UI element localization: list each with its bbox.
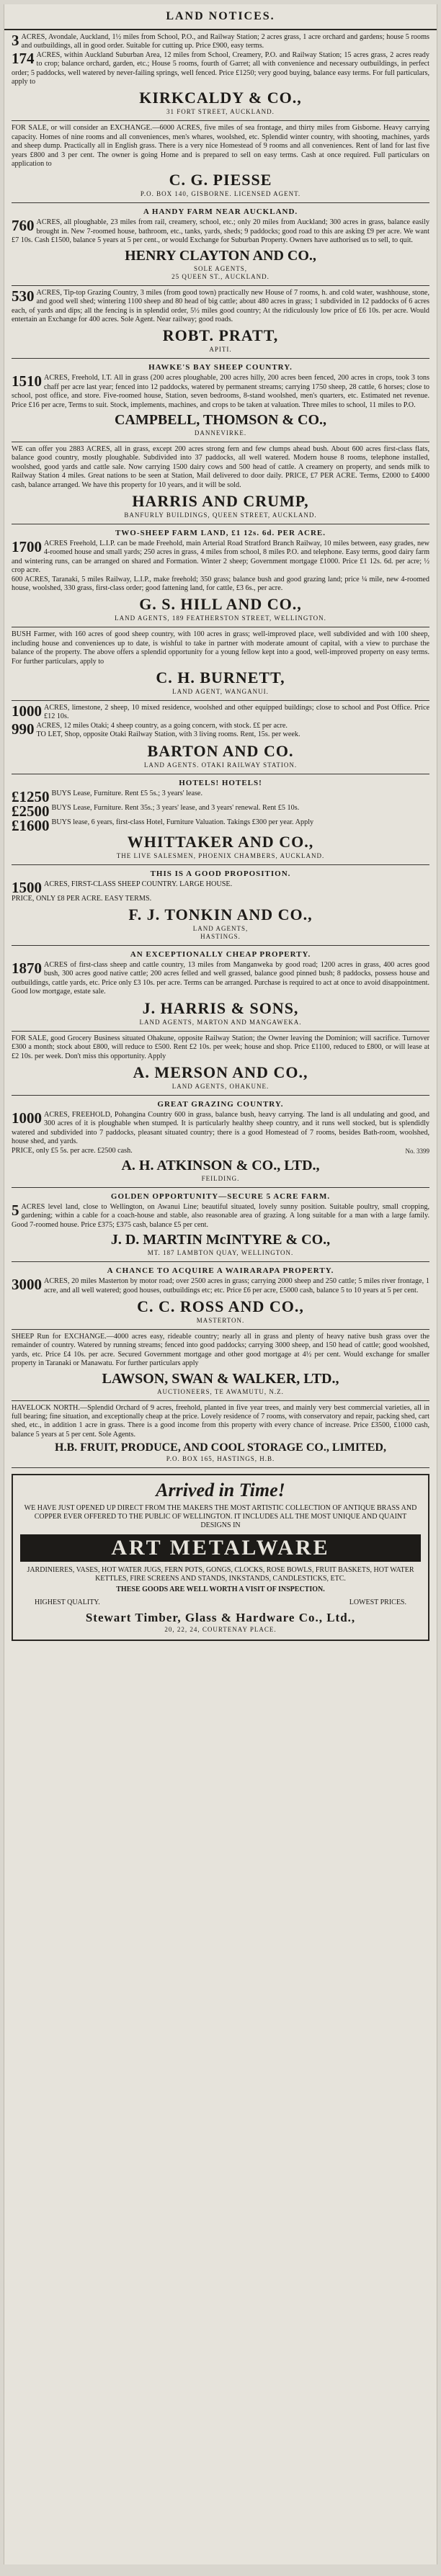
- advertiser-address: LAND AGENTS. OTAKI RAILWAY STATION.: [143, 761, 298, 769]
- ad-body: ACRES, FREEHOLD, Pohangina Country 600 in grass, balance bush, heavy carrying. The land is all undulating and good, and 300 acres of it is ploughable when stumped. It is particularly healthy sheep country, and it runs well stocked, but is splendidly watered and subdivided into 7 paddocks, pleasant situated country; there is a good Homestead of 7 rooms, besides Bath-room, woolshed, house shed, and yards.: [12, 1110, 429, 1146]
- advertiser-name: J. D. MARTIN McINTYRE & CO.,: [110, 1232, 331, 1248]
- ad-barton: [12, 701, 429, 774]
- advertiser-name: C. C. ROSS AND CO.,: [137, 1297, 304, 1315]
- ad-number: 1700: [12, 537, 42, 555]
- ad-body: FOR SALE, or will consider an EXCHANGE.—6000 ACRES, five miles of sea frontage, and thirty miles from Gisborne. Heavy carrying capacity. Homes of nine rooms and all conveniences, men's whares, woolshed, etc. Splendid winter country, with shooting, machines, yards and sheep dump. Practically all in English grass. There is a very nice Homestead of 9 rooms and all conveniences. Rent of land for last five years £800 and 3 per cent. The owner is going Home and is prepared to sell on easy terms. Cash at once required. Full particulars on application to: [12, 124, 429, 169]
- ad-title: GOLDEN OPPORTUNITY—SECURE 5 ACRE FARM.: [110, 1191, 331, 1201]
- ad-text: [12, 787, 429, 805]
- ad-atkinson: [12, 1096, 429, 1188]
- ad-title: HOTELS! HOTELS!: [179, 778, 262, 787]
- ad-text: [12, 961, 429, 997]
- advertiser-address: P.O. BOX 165, HASTINGS, H.B.: [166, 1455, 275, 1463]
- ad-product: ART METALWARE: [20, 1534, 421, 1562]
- ad-title: THIS IS A GOOD PROPOSITION.: [150, 869, 291, 878]
- ad-body: ACRES, Freehold, I.T. All in grass (200 acres ploughable, 200 acres hilly, 200 acres been fenced, 200 acres in crops, took 3 tons chaff per acre last year; fenced into 12 paddocks, watered by permanent streams; carrying 1750 sheep, 28 cattle, 6 horses; close to school, post office, and store. Five-roomed house, Station, seven bedrooms, 8-stand woolshed, men's quarters, etc. Estimated net revenue. Price £16 per acre, Terms to suit. Stock, implements, machines, and crops to be taken at valuation. Three miles to school, 11 miles to P.O.: [12, 374, 429, 409]
- ad-body: ACRES, limestone, 2 sheep, 10 mixed residence, woolshed and other equipped buildings; close to school and Post Office. Price £12 10s.: [44, 704, 429, 721]
- ads-column: [4, 30, 437, 1641]
- advertiser-address: APITI.: [209, 346, 232, 354]
- advertiser-address: LAND AGENTS, MARTON AND MANGAWEKA.: [139, 1018, 302, 1026]
- advertiser-address: FEILDING.: [201, 1174, 240, 1182]
- ad-text: [12, 1111, 429, 1147]
- ad-stewart-timber: [12, 1474, 429, 1641]
- ad-number: 1510: [12, 372, 42, 390]
- ad-body: ACRES, FIRST-CLASS SHEEP COUNTRY. LARGE HOUSE.: [44, 880, 233, 888]
- ad-inspection: THESE GOODS ARE WELL WORTH A VISIT OF INSPECTION.: [116, 1586, 325, 1594]
- ad-hill: [12, 524, 429, 627]
- advertiser-name: HENRY CLAYTON AND CO.,: [125, 247, 316, 264]
- ad-mcintyre: [12, 1188, 429, 1262]
- ad-piesse: [12, 121, 429, 203]
- advertiser-address: 31 FORT STREET, AUCKLAND.: [166, 108, 275, 116]
- ad-text: [12, 289, 429, 325]
- ad-clayton: [12, 203, 429, 285]
- ad-number: 1500: [12, 878, 42, 896]
- ad-body-2: 600 ACRES, Taranaki, 5 miles Railway, L.I.P., make freehold; 350 grass; balance bush and good grazing land; price ¼ mile, new 4-roomed house, woolshed, 330 grass, first-class order; good fattening land, for cattle, £3 6s., per acre.: [12, 575, 429, 592]
- ad-body: BUYS Lease, Furniture. Rent £5 5s.; 3 years' lease.: [51, 789, 203, 797]
- advertiser-address: 25 QUEEN ST., AUCKLAND.: [172, 272, 270, 280]
- ad-number: 1000: [12, 1109, 42, 1127]
- advertiser-name: F. J. TONKIN AND CO.,: [128, 905, 313, 924]
- ad-title: TWO-SHEEP FARM LAND, £1 12s. 6d. PER ACRE.: [115, 528, 326, 537]
- advertiser-name: C. G. PIESSE: [169, 171, 272, 189]
- advertiser-name: C. H. BURNETT,: [156, 668, 285, 687]
- ad-body: ACRES, Tip-top Grazing Country, 3 miles (from good town) practically new House of 7 rooms, h. and cold water, washhouse, stone, and good well shed; wintering 1100 sheep and 80 head of big cattle; about 480 acres in grass; 1 subdivided in 12 paddocks of 6 acres each, of yards and dips; all the fencing is in splendid order, 5½ miles good country; At the ridiculously low price of £6 10s. per acre. Would entertain an Exchange for 400 acres. Sole Agent. Near railway; good roads.: [12, 288, 429, 323]
- ad-text: [12, 537, 429, 576]
- advertiser-name: LAWSON, SWAN & WALKER, LTD.,: [102, 1370, 339, 1387]
- slogan-quality: HIGHEST QUALITY.: [35, 1598, 100, 1607]
- ad-number: 3000: [12, 1276, 42, 1294]
- ad-price: £1250: [12, 787, 50, 805]
- advertiser-address: DANNEVIRKE.: [194, 429, 247, 437]
- ad-body-2: PRICE, ONLY £8 PER ACRE. EASY TERMS.: [12, 894, 152, 903]
- advertiser-name: HARRIS AND CRUMP,: [132, 491, 309, 510]
- ad-body: WE can offer you 2883 ACRES, all in grass, except 200 acres strong fern and few clumps ahead bush. About 600 acres first-class flats, balance good country, mostly ploughable. Subdivided into 37 paddocks, all well watered. Modern house 8 rooms, telephone installed, woolshed, good yards and cattle sale. Now carrying 1500 dairy cows and 500 head of cattle. A creamery on property, and sends milk to Railway Station 4 miles. Great nations to be seen at Station, Mail delivered to door daily. PRICE, £7 PER ACRE. Terms, £2000 to £4000 cash, balance arranged. We have this property for 10 years, and it will be sold.: [12, 444, 429, 489]
- advertiser-name: J. HARRIS & SONS,: [142, 998, 299, 1017]
- advertiser-name: CAMPBELL, THOMSON & CO.,: [114, 411, 327, 428]
- ad-hb-fruit: [12, 1401, 429, 1469]
- advertiser-address: HASTINGS.: [200, 933, 241, 941]
- ad-number: 1000: [12, 702, 42, 720]
- newspaper-page: [4, 4, 437, 2564]
- ad-price: £2500: [12, 802, 50, 820]
- ad-text: [12, 218, 429, 245]
- advertiser-name: KIRKCALDY & CO.,: [139, 89, 302, 107]
- ad-body: ACRES, 12 miles Otaki; 4 sheep country, as a going concern, with stock. ££ per acre.: [36, 721, 288, 730]
- ad-number: 1870: [12, 960, 42, 978]
- ad-price: PRICE, only £5 5s. per acre. £2500 cash.: [12, 1146, 133, 1155]
- ad-body: BUYS Lease, Furniture. Rent 35s.; 3 years' lease, and 3 years' renewal. Rent £5 10s.: [51, 803, 300, 812]
- ad-ross: [12, 1262, 429, 1330]
- ad-body: ACRES, 20 miles Masterton by motor road; over 2500 acres in grass; carrying 2000 sheep and 250 cattle; 5 miles river frontage, 1 acre, and all well watered; good houses, outbuildings etc; etc. Price £6 per acre, £5000 cash, balance 5 to 10 years at 5 per cent.: [44, 1277, 429, 1294]
- advertiser-name: BARTON AND CO.: [147, 741, 294, 760]
- ad-banner: Arrived in Time!: [156, 1480, 285, 1501]
- advertiser-sub: LAND AGENTS,: [192, 925, 249, 933]
- ad-title: HAWKE'S BAY SHEEP COUNTRY.: [148, 363, 293, 372]
- advertiser-address: BANFURLY BUILDINGS, QUEEN STREET, AUCKLAND.: [124, 511, 317, 519]
- advertiser-address: LAND AGENTS, 189 FEATHERSTON STREET, WELLINGTON.: [115, 614, 326, 622]
- ad-title: A HANDY FARM NEAR AUCKLAND.: [143, 207, 298, 217]
- ad-merson: [12, 1032, 429, 1096]
- ad-product-list: JARDINIERES, VASES, HOT WATER JUGS, FERN POTS, GONGS, CLOCKS, ROSE BOWLS, FRUIT BASKETS, HOT WATER KETTLES, FIRE SCREENS AND STANDS, INKSTANDS, CANDLESTICKS, ETC.: [27, 1566, 414, 1583]
- advertiser-address: 20, 22, 24, COURTENAY PLACE.: [164, 1626, 277, 1634]
- ad-title: GREAT GRAZING COUNTRY.: [157, 1099, 284, 1109]
- ad-number: 3: [12, 32, 19, 49]
- ad-text: [12, 1277, 429, 1295]
- advertiser-address: AUCTIONEERS, TE AWAMUTU, N.Z.: [157, 1387, 284, 1395]
- ad-tonkin: [12, 865, 429, 946]
- advertiser-name: A. H. ATKINSON & CO., LTD.,: [121, 1157, 320, 1173]
- advertiser-address: LAND AGENTS, OHAKUNE.: [172, 1082, 270, 1090]
- ad-harris-sons: [12, 946, 429, 1032]
- advertiser-name: A. MERSON AND CO.,: [133, 1063, 308, 1081]
- ad-body-3: TO LET, Shop, opposite Otaki Railway Station, with 3 living rooms. Rent, 15s. per week.: [36, 730, 300, 739]
- ad-title: A CHANCE TO ACQUIRE A WAIRARAPA PROPERTY.: [107, 1266, 334, 1276]
- ad-body: BUYS lease, 6 years, first-class Hotel, Furniture Valuation. Takings £300 per year. Apply: [51, 818, 314, 826]
- ad-campbell: [12, 359, 429, 442]
- ad-title: AN EXCEPTIONALLY CHEAP PROPERTY.: [130, 950, 311, 960]
- ad-body: HAVELOCK NORTH.—Splendid Orchard of 9 acres, freehold, planted in five year trees, and mainly very best commercial varieties, all in full bearing; fine situation, and exceptionally cheap at the price. Lovely residence of 7 rooms, with conservatory and repair, packing shed, cart shed, etc., in addition 1 acre in grass. There is a good income from this property with every chance of increase. Price £3500, £1000 cash, balance 5 years at 5 per cent. Sole Agents.: [12, 1403, 429, 1439]
- advertiser-name: G. S. HILL AND CO.,: [139, 595, 302, 614]
- ad-text: [12, 878, 429, 896]
- advertiser-address: MT. 187 LAMBTON QUAY, WELLINGTON.: [147, 1249, 294, 1257]
- advertiser-name: WHITTAKER AND CO.,: [127, 832, 314, 851]
- ad-number: 760: [12, 217, 35, 235]
- advertiser-sub: SOLE AGENTS,: [193, 264, 247, 272]
- ad-body: ACRES, Avondale, Auckland, 1½ miles from School, P.O., and Railway Station; 2 acres grass, 1 acre orchard and gardens; house 5 rooms and outbuildings, all in good order. Suitable for cutting up. Price £900, easy terms.: [21, 33, 429, 50]
- ad-harris-crump: [12, 442, 429, 524]
- ad-reference: No. 3399: [405, 1147, 429, 1155]
- ad-text: [12, 704, 429, 722]
- ad-intro: WE HAVE JUST OPENED UP DIRECT FROM THE MAKERS THE MOST ARTISTIC COLLECTION OF ANTIQUE BRASS AND COPPER EVER OFFERED TO THE PUBLIC OF WELLINGTON. IT INCLUDES ALL THE MOST UNIQUE AND QUAINT DESIGNS IN: [24, 1504, 417, 1530]
- ad-text: [12, 816, 429, 834]
- ad-number: 530: [12, 287, 35, 305]
- advertiser-name: H.B. FRUIT, PRODUCE, AND COOL STORAGE CO., LIMITED,: [55, 1441, 386, 1454]
- ad-body: ACRES Freehold, L.I.P. can be made Freehold, main Arterial Road Stratford Branch Railway, 10 miles between, easy grades, new 4-roomed house and small yards; 250 acres in grass, 4 miles from school, 8 miles P.O. and telephone. Easy terms, good dairy farm and wintering runs, can be arranged on shared and Formation. Winter 2 sheep; Government mortgage £1000. Price £1 12s. 6d. per acre; ½ crop acre.: [12, 539, 429, 575]
- ad-text: [12, 51, 429, 87]
- ad-slogans: [35, 1598, 406, 1606]
- ad-text: [12, 33, 429, 51]
- ad-body: ACRES level land, close to Wellington, on Awanui Line; beautiful situated, lovely sunny position. Suitable poultry, small cropping, gardening; within a cable for a coach-house and stable, also reasonable area of grazing. A long suitable for a man with a large family. Good 7-roomed house. Price £375; £375 cash, balance £5 per cent.: [12, 1202, 429, 1229]
- ad-body: FOR SALE, good Grocery Business situated Ohakune, opposite Railway Station; the Owner leaving the Dominion; will sacrifice. Turnover £300 a month; stock about £800, will reduce to £500. Rent £2 10s. per week; house and shop. Price £1100, reduced to £800, or will lease at £2 10s. per week. Don't miss this opportunity. Apply: [12, 1034, 429, 1060]
- slogan-prices: LOWEST PRICES.: [349, 1598, 406, 1607]
- ad-price: £1600: [12, 816, 50, 834]
- section-header: [4, 4, 437, 30]
- ad-body: ACRES, within Auckland Suburban Area, 12 miles from School, Creamery, P.O. and Railway Station; 15 acres grass, 2 acres ready to crop; balance orchard, garden, etc.; House 5 rooms, fourth of Garret; all with convenience and necessary outbuildings, in perfect order; 5 paddocks, well watered by never-failing springs, well fenced. Price £1250; very good buying, balance easy terms. For full particulars, apply to: [12, 50, 429, 86]
- ad-text: [12, 374, 429, 410]
- ad-burnett: [12, 627, 429, 701]
- ad-text: [12, 1203, 429, 1230]
- advertiser-address: P.O. BOX 140, GISBORNE. LICENSED AGENT.: [140, 190, 301, 198]
- section-title: LAND NOTICES.: [166, 10, 275, 22]
- ad-number: 174: [12, 49, 35, 67]
- ad-body: BUSH Farmer, with 160 acres of good sheep country, with 100 acres in grass; well-improved place, well subdivided and with 100 sheep, including house and conveniences up to date, is wishful to take in partner with moderate amount of capital, with a view to purchase the balance of the property. The above offers a splendid opportunity for a young fellow kept into a good, well-improved property on easy terms. For further particulars, apply to: [12, 630, 429, 666]
- ad-text: [12, 802, 429, 820]
- advertiser-address: LAND AGENT, WANGANUI.: [172, 688, 269, 696]
- ad-body: ACRES of first-class sheep and cattle country, 13 miles from Manganweka by good road; 1200 acres in grass, 400 acres good bush, 300 acres good native cattle; 200 acres felled and well grassed, balance good pinned bush; 8 paddocks, possess house and outbuildings, cattle yards, etc. Price only £3 10s. per acre. Terms can be arranged. Purchase is required to act at once to avoid disappointment. Good low mortgage, estate sale.: [12, 961, 429, 996]
- ad-whittaker: [12, 774, 429, 865]
- advertiser-name: ROBT. PRATT,: [162, 326, 279, 345]
- advertiser-address: THE LIVE SALESMEN, PHOENIX CHAMBERS, AUCKLAND.: [116, 851, 325, 859]
- ad-pratt: [12, 286, 429, 359]
- advertiser-address: MASTERTON.: [196, 1316, 245, 1324]
- ad-lawson: [12, 1330, 429, 1401]
- ad-body: SHEEP Run for EXCHANGE.—4000 acres easy, rideable country; nearly all in grass and plenty of heavy native bush grass over the remainder of country. Watered by running streams; fenced into good paddocks; carrying 3000 sheep, and 150 head of cattle; good woolshed, yards, etc. Price £4 10s. per acre. Secured Government mortgage and other good mortgage at 4½ per cent. Would exchange for smaller property in Taranaki or Manawatu. For further particulars apply: [12, 1332, 429, 1368]
- advertiser-name: Stewart Timber, Glass & Hardware Co., Ltd.,: [85, 1611, 356, 1625]
- ad-number: 990: [12, 720, 35, 738]
- ad-kirkcaldy: [12, 30, 429, 121]
- ad-price-line: [12, 1147, 429, 1155]
- ad-body: ACRES, all ploughable, 23 miles from rail, creamery, school, etc.; only 20 miles from Auckland; 300 acres in grass, balance easily brought in. New 7-roomed house, bathroom, etc., tanks, yards, sheds; 9 paddocks; good road to this are asking £9 per acre. We want £7 10s. Cash £1500, balance 5 years at 5 per cent., or would Exchange for Suburban Property. Owners have authorised us to sell, to quit.: [12, 218, 429, 245]
- ad-number: 5: [12, 1201, 19, 1219]
